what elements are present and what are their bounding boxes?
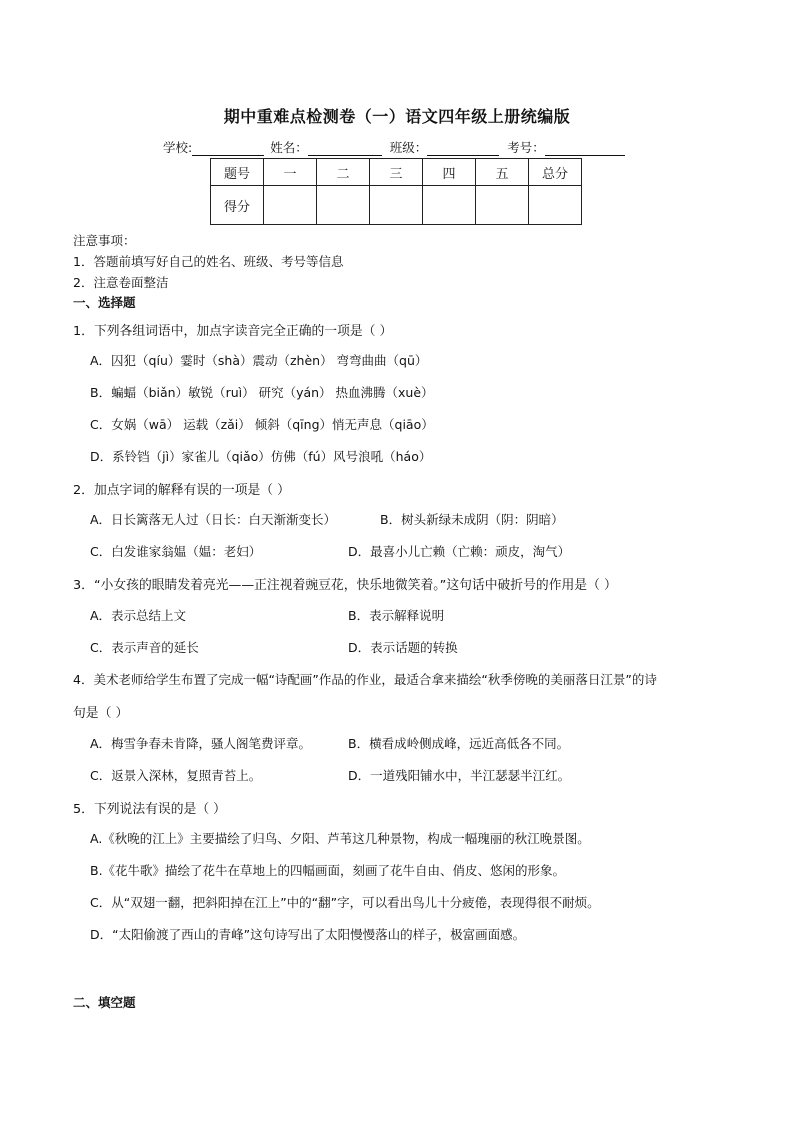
score-row-label: 得分 [211, 186, 264, 225]
class-label: 班级： [389, 140, 428, 155]
score-header-cell: 五 [476, 159, 529, 186]
name-label: 姓名： [270, 140, 308, 155]
question-4-option-d[interactable]: D．一道残阳铺水中，半江瑟瑟半江红。 [348, 768, 571, 783]
question-3-option-a[interactable]: A．表示总结上文 [90, 608, 187, 623]
score-header-row [211, 159, 582, 186]
section-choice-heading: 一、选择题 [73, 295, 136, 310]
score-header-cell: 一 [264, 159, 317, 186]
score-cell[interactable] [476, 186, 529, 225]
notes-block [73, 230, 343, 293]
score-cell[interactable] [264, 186, 317, 225]
school-blank[interactable] [192, 141, 264, 156]
page-title: 期中重难点检测卷（一）语文四年级上册统编版 [223, 107, 571, 126]
question-5-option-d[interactable]: D．“太阳偷渡了西山的青峰”这句诗写出了太阳慢慢落山的样子，极富画面感。 [90, 927, 526, 942]
question-2-option-c[interactable]: C．白发谁家翁媪（媪：老妇） [90, 544, 262, 559]
question-1-stem: 1．下列各组词语中，加点字读音完全正确的一项是（ ） [73, 324, 393, 339]
question-3-option-c[interactable]: C．表示声音的延长 [90, 640, 199, 655]
school-label: 学校: [163, 140, 193, 155]
question-1-option-a[interactable]: A．囚犯（qíu）霎时（shà）震动（zhèn） 弯弯曲曲（qū） [90, 353, 428, 368]
class-blank[interactable] [427, 141, 499, 156]
question-1-option-d[interactable]: D．系铃铛（jì）家雀儿（qiǎo）仿佛（fú）风号浪吼（háo） [90, 449, 432, 464]
score-cell[interactable] [317, 186, 370, 225]
question-5-option-b[interactable]: B.《花牛歌》描绘了花牛在草地上的四幅画面，刻画了花牛自由、俏皮、悠闲的形象。 [90, 863, 566, 878]
question-4-option-b[interactable]: B．横看成岭侧成峰，远近高低各不同。 [348, 736, 570, 751]
score-header-cell: 二 [317, 159, 370, 186]
question-1-option-c[interactable]: C．女娲（wā） 运载（zǎi） 倾斜（qīng）悄无声息（qiāo） [90, 417, 434, 432]
notes-item: 2．注意卷面整洁 [73, 275, 169, 290]
question-3-option-d[interactable]: D．表示话题的转换 [348, 640, 458, 655]
score-header-cell: 四 [423, 159, 476, 186]
question-3-option-b[interactable]: B．表示解释说明 [348, 608, 445, 623]
name-blank[interactable] [308, 141, 382, 156]
score-header-cell: 总分 [529, 159, 582, 186]
exam-no-label: 考号： [507, 140, 545, 155]
question-2-option-a[interactable]: A．日长篱落无人过（日长：白天渐渐变长） [90, 512, 337, 527]
score-cell[interactable] [423, 186, 476, 225]
question-4-stem-line1: 4．美术老师给学生布置了完成一幅“诗配画”作品的作业，最适合拿来描绘“秋季傍晚的美丽落日江景”的诗 [73, 672, 657, 687]
question-5-option-c[interactable]: C．从“双翅一翻，把斜阳掉在江上”中的“翻”字，可以看出鸟儿十分疲倦，表现得很不耐烦。 [90, 895, 600, 910]
question-4-stem-line2: 句是（ ） [73, 706, 129, 721]
notes-item: 1．答题前填写好自己的姓名、班级、考号等信息 [73, 254, 344, 269]
section-fill-heading: 二、填空题 [73, 995, 136, 1010]
question-2-stem: 2．加点字词的解释有误的一项是（ ） [73, 483, 290, 498]
score-value-row [211, 186, 582, 225]
student-info-line [163, 138, 625, 156]
score-table [210, 158, 582, 225]
question-4-option-c[interactable]: C．返景入深林，复照青苔上。 [90, 768, 262, 783]
question-2-option-d[interactable]: D．最喜小儿亡赖（亡赖：顽皮，淘气） [348, 544, 571, 559]
score-header-cell: 题号 [211, 159, 264, 186]
question-1-option-b[interactable]: B．蝙蝠（biǎn）敏锐（ruì） 研究（yán） 热血沸腾（xuè） [90, 385, 434, 400]
question-2-option-b[interactable]: B．树头新绿未成阴（阴：阴暗） [380, 512, 564, 527]
exam-no-blank[interactable] [545, 141, 625, 156]
notes-heading: 注意事项： [73, 233, 136, 248]
score-cell[interactable] [529, 186, 582, 225]
score-header-cell: 三 [370, 159, 423, 186]
score-cell[interactable] [370, 186, 423, 225]
question-5-option-a[interactable]: A.《秋晚的江上》主要描绘了归鸟、夕阳、芦苇这几种景物，构成一幅瑰丽的秋江晚景图。 [90, 831, 590, 846]
question-4-option-a[interactable]: A．梅雪争春未肯降，骚人阁笔费评章。 [90, 736, 312, 751]
question-5-stem: 5．下列说法有误的是（ ） [73, 802, 226, 817]
question-3-stem: 3．“小女孩的眼睛发着亮光——正注视着豌豆花，快乐地微笑着。”这句话中破折号的作用是（ ） [73, 578, 617, 593]
